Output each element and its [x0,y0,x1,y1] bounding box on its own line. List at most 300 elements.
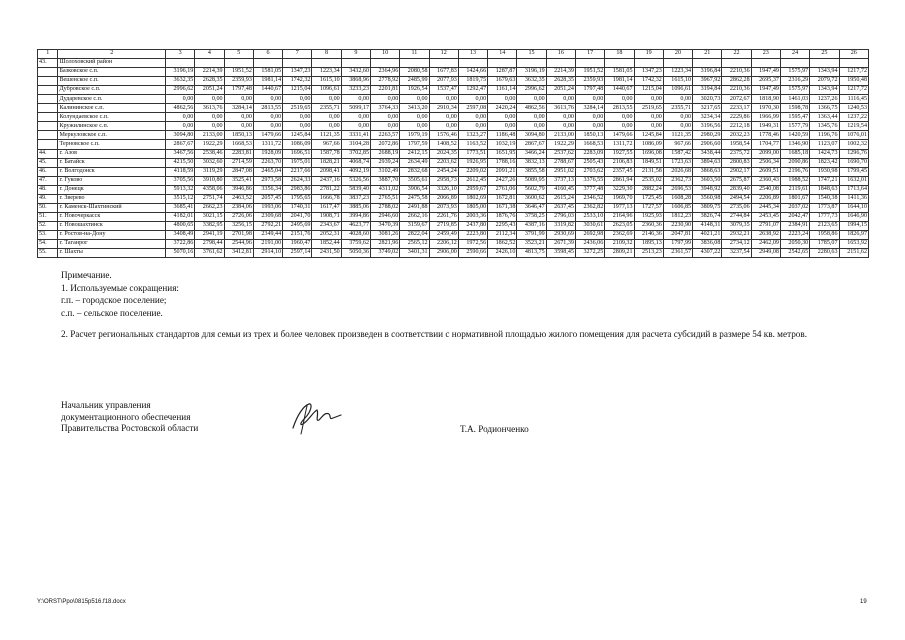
value-cell: 0,00 [283,95,312,104]
column-number: 11 [400,50,429,59]
value-cell: 3758,25 [517,212,546,221]
value-cell: 1950,48 [839,77,869,86]
value-cell: 3408,49 [166,230,195,239]
notes-section [61,269,871,319]
value-cell: 2506,34 [751,158,780,167]
value-cell: 3284,14 [224,104,253,113]
value-cell: 1186,48 [488,131,517,140]
value-cell: 1219,54 [839,122,869,131]
value-cell: 3613,76 [195,104,224,113]
value-cell: 1795,65 [283,194,312,203]
value-cell: 1725,45 [634,194,663,203]
value-cell: 1852,44 [312,239,341,248]
value-cell: 2309,68 [253,212,282,221]
value-cell: 2813,55 [253,104,282,113]
value-cell: 3722,86 [166,239,195,248]
value-cell: 1958,86 [810,230,839,239]
value-cell: 2590,66 [458,249,487,258]
value-cell: 0,00 [605,122,634,131]
value-cell: 2535,02 [634,176,663,185]
value-cell: 2359,93 [575,77,604,86]
table-row [38,185,869,194]
value-cell: 1947,49 [751,68,780,77]
value-cell: 2091,21 [488,167,517,176]
column-number: 10 [371,50,400,59]
value-cell: 1848,63 [810,185,839,194]
row-index: 49. [38,194,58,203]
value-cell: 4160,45 [546,185,575,194]
value-cell: 4311,02 [371,185,400,194]
value-cell: 0,00 [312,122,341,131]
value-cell: 1849,51 [634,158,663,167]
value-cell: 4813,75 [517,249,546,258]
value-cell: 3705,56 [166,176,195,185]
value-cell: 4215,50 [166,158,195,167]
value-cell: 2024,35 [429,149,458,158]
value-cell: 1740,31 [283,203,312,212]
value-cell: 2996,62 [517,86,546,95]
value-cell: 0,00 [546,122,575,131]
value-cell: 2983,86 [283,185,312,194]
value-cell: 2751,74 [195,194,224,203]
value-cell: 2359,93 [224,77,253,86]
value-cell: 2491,88 [400,203,429,212]
value-cell: 3887,70 [371,176,400,185]
handwritten-signature [285,398,345,438]
value-cell: 1778,46 [751,131,780,140]
value-cell: 1411,36 [839,194,869,203]
value-cell: 3256,15 [224,221,253,230]
value-cell: 2781,22 [312,185,341,194]
value-cell: 5326,56 [341,176,370,185]
value-cell: 3948,92 [693,185,722,194]
column-number: 16 [546,50,575,59]
value-cell: 2375,72 [722,149,751,158]
value-cell: 3761,62 [195,249,224,258]
value-cell [341,59,370,68]
value-cell: 1461,03 [780,95,809,104]
value-cell: 2459,49 [429,230,458,239]
value-cell: 3632,35 [517,77,546,86]
row-index: 55. [38,249,58,258]
value-cell: 1575,97 [780,86,809,95]
value-cell: 1577,79 [780,122,809,131]
value-cell: 3196,19 [166,68,195,77]
column-number: 12 [429,50,458,59]
value-cell: 3284,14 [575,104,604,113]
value-cell: 1981,14 [605,77,634,86]
value-cell: 5050,36 [341,249,370,258]
value-cell: 5913,32 [166,185,195,194]
value-cell: 2057,45 [253,194,282,203]
value-cell: 2360,36 [634,221,663,230]
value-cell: 0,00 [166,113,195,122]
value-cell: 2832,68 [400,167,429,176]
table-row [38,203,869,212]
value-cell: 2223,24 [780,230,809,239]
value-cell: 2519,65 [283,104,312,113]
value-cell: 2052,31 [312,230,341,239]
value-cell: 2453,45 [751,212,780,221]
value-cell: 1237,22 [839,113,869,122]
value-cell: 3560,98 [693,194,722,203]
value-cell: 2357,45 [605,167,634,176]
value-cell: 1311,72 [253,140,282,149]
value-cell [780,59,809,68]
value-cell: 2233,17 [722,104,751,113]
table-row [38,149,869,158]
row-index [38,113,58,122]
value-cell: 2939,24 [371,158,400,167]
value-cell: 2628,35 [195,77,224,86]
value-cell: 2079,72 [810,77,839,86]
value-cell: 1993,06 [253,203,282,212]
value-cell: 2906,00 [429,249,458,258]
value-cell: 2778,92 [371,77,400,86]
value-cell: 2355,71 [663,104,692,113]
value-cell: 1595,47 [780,113,809,122]
value-cell: 3331,41 [341,131,370,140]
row-name: Шолоховский район [58,59,166,68]
value-cell: 1666,78 [312,194,341,203]
value-cell: 1245,84 [283,131,312,140]
table-row [38,59,869,68]
value-cell: 2796,03 [546,212,575,221]
column-number: 2 [58,50,166,59]
value-cell: 1922,29 [546,140,575,149]
value-cell: 1926,54 [400,86,429,95]
value-cell: 1587,78 [312,149,341,158]
value-cell: 0,00 [517,122,546,131]
value-cell: 2223,80 [458,230,487,239]
value-cell: 0,00 [283,113,312,122]
row-index: 43. [38,59,58,68]
value-cell: 2798,44 [195,239,224,248]
value-cell: 1704,77 [751,140,780,149]
value-cell: 2847,08 [224,167,253,176]
value-cell: 1440,67 [253,86,282,95]
value-cell: 2364,96 [371,68,400,77]
value-cell: 0,00 [371,113,400,122]
value-cell: 2436,06 [575,239,604,248]
row-index [38,86,58,95]
value-cell: 1587,42 [663,149,692,158]
standards-table [37,49,869,258]
value-cell: 2361,57 [663,249,692,258]
value-cell: 2384,06 [224,203,253,212]
value-cell: 2735,06 [722,203,751,212]
value-cell: 2454,24 [429,167,458,176]
column-number: 1 [38,50,58,59]
value-cell: 2867,67 [517,140,546,149]
value-cell: 2042,47 [780,212,809,221]
column-number: 13 [458,50,487,59]
value-cell: 2099,00 [751,149,780,158]
value-cell: 0,00 [341,95,370,104]
value-cell: 1788,16 [488,158,517,167]
table-row [38,122,869,131]
value-cell: 1420,59 [780,131,809,140]
value-cell: 2151,62 [839,249,869,258]
column-number: 6 [253,50,282,59]
value-cell: 3826,74 [693,212,722,221]
value-cell: 1723,63 [663,158,692,167]
value-cell: 0,00 [663,95,692,104]
value-cell: 1696,51 [283,149,312,158]
value-cell: 1347,23 [634,68,663,77]
row-name: Базковское с.п. [58,68,166,77]
value-cell: 2695,37 [751,77,780,86]
value-cell: 3094,80 [166,131,195,140]
row-index [38,131,58,140]
value-cell: 2809,21 [605,249,634,258]
value-cell: 2283,81 [224,149,253,158]
value-cell: 0,00 [253,113,282,122]
page-number: 19 [860,599,867,605]
value-cell: 1668,53 [575,140,604,149]
value-cell: 1690,70 [839,158,869,167]
value-cell: 2906,60 [693,140,722,149]
value-cell: 1646,90 [839,212,869,221]
value-cell: 1908,71 [312,212,341,221]
value-cell: 3777,48 [575,185,604,194]
value-cell: 1440,67 [605,86,634,95]
value-cell [400,59,429,68]
value-cell: 2437,80 [458,221,487,230]
value-cell: 1826,97 [839,230,869,239]
value-cell: 1323,27 [458,131,487,140]
value-cell: 0,00 [546,113,575,122]
column-number: 18 [605,50,634,59]
value-cell: 3159,67 [400,221,429,230]
value-cell: 2494,54 [722,194,751,203]
value-cell: 2980,29 [693,131,722,140]
value-cell: 1928,09 [253,149,282,158]
column-number: 4 [195,50,224,59]
value-cell: 3837,23 [341,194,370,203]
value-cell: 1677,83 [429,68,458,77]
value-cell: 1116,45 [839,95,869,104]
value-cell: 0,00 [429,113,458,122]
value-cell: 2932,21 [722,230,751,239]
value-cell: 2800,83 [722,158,751,167]
table-row [38,194,869,203]
value-cell [429,59,458,68]
signer-title-line2: документационного обеспечения [61,411,191,422]
value-cell: 2537,62 [546,149,575,158]
value-cell: 967,66 [312,140,341,149]
value-cell: 1949,31 [751,122,780,131]
value-cell: 1343,94 [810,68,839,77]
value-cell: 2463,52 [224,194,253,203]
value-cell: 2080,58 [400,68,429,77]
column-number: 26 [839,50,869,59]
value-cell: 2839,40 [722,185,751,194]
value-cell: 2719,85 [429,221,458,230]
value-cell: 2726,06 [224,212,253,221]
value-cell: 3432,60 [341,68,370,77]
value-cell: 2261,76 [429,212,458,221]
value-cell: 0,00 [458,122,487,131]
row-name: г. Новочеркасск [58,212,166,221]
value-cell: 2051,24 [195,86,224,95]
value-cell: 2209,02 [458,167,487,176]
row-index: 53. [38,230,58,239]
row-index [38,140,58,149]
value-cell: 2217,66 [283,167,312,176]
value-cell: 1671,38 [488,203,517,212]
value-cell: 2597,08 [458,104,487,113]
value-cell: 2133,00 [546,131,575,140]
value-cell: 2146,36 [634,230,663,239]
value-cell: 1876,76 [488,212,517,221]
value-cell: 1926,95 [458,158,487,167]
value-cell [575,59,604,68]
value-cell: 3021,15 [195,212,224,221]
value-cell: 2047,81 [663,230,692,239]
value-cell: 2628,35 [546,77,575,86]
value-cell: 2316,29 [780,77,809,86]
value-cell: 1237,26 [810,95,839,104]
row-name: Калининское с.п. [58,104,166,113]
value-cell: 2813,55 [605,104,634,113]
value-cell: 2696,53 [663,185,692,194]
value-cell [693,59,722,68]
value-cell: 4800,65 [166,221,195,230]
value-cell: 0,00 [341,122,370,131]
value-cell: 2822,04 [400,230,429,239]
value-cell: 1223,34 [663,68,692,77]
value-cell: 2951,02 [546,167,575,176]
value-cell: 1537,47 [429,86,458,95]
value-cell: 2041,70 [283,212,312,221]
value-cell: 3079,35 [722,221,751,230]
row-index: 46. [38,167,58,176]
value-cell: 1773,87 [810,203,839,212]
row-name: г. Таганрог [58,239,166,248]
value-cell: 2210,36 [722,86,751,95]
value-cell: 1581,05 [253,68,282,77]
value-cell: 3413,20 [400,104,429,113]
value-cell: 2210,36 [722,68,751,77]
value-cell: 2597,14 [283,249,312,258]
value-cell: 2688,19 [371,149,400,158]
value-cell: 3832,13 [517,158,546,167]
value-cell: 2349,44 [253,230,282,239]
value-cell: 2106,83 [605,158,634,167]
value-cell: 4862,56 [166,104,195,113]
value-cell: 0,00 [517,113,546,122]
value-cell: 1615,10 [663,77,692,86]
value-cell: 2427,26 [488,176,517,185]
row-name: г. Волгодонск [58,167,166,176]
value-cell: 3525,41 [224,176,253,185]
value-cell: 1651,95 [488,149,517,158]
value-cell: 1930,98 [810,167,839,176]
column-number: 7 [283,50,312,59]
value-cell: 2609,51 [751,167,780,176]
row-name: г. Гуково [58,176,166,185]
value-cell: 1598,78 [780,104,809,113]
value-cell: 2540,08 [751,185,780,194]
value-cell: 2280,63 [810,249,839,258]
value-cell: 3234,34 [693,113,722,122]
value-cell: 2914,10 [253,249,282,258]
value-cell: 1615,10 [312,77,341,86]
value-cell: 1696,08 [634,149,663,158]
row-index: 47. [38,176,58,185]
value-cell: 2485,99 [400,77,429,86]
value-cell: 2362,82 [575,203,604,212]
value-cell [224,59,253,68]
value-cell: 2343,67 [312,221,341,230]
value-cell: 3272,25 [575,249,604,258]
value-cell: 3196,84 [693,68,722,77]
value-cell: 1797,99 [663,239,692,248]
value-cell: 2437,16 [312,176,341,185]
table-row [38,221,869,230]
row-name: г. Каменск-Шахтинский [58,203,166,212]
value-cell: 2714,59 [224,158,253,167]
value-cell: 1818,90 [751,95,780,104]
value-cell: 2077,93 [429,77,458,86]
value-cell: 3094,80 [517,131,546,140]
value-cell: 1785,07 [810,239,839,248]
table-row [38,158,869,167]
value-cell: 2958,73 [429,176,458,185]
row-index [38,95,58,104]
value-cell: 2003,36 [458,212,487,221]
value-cell: 1345,76 [810,122,839,131]
value-cell: 2026,68 [663,167,692,176]
value-cell: 0,00 [400,122,429,131]
signer-title-line3: Правительства Ростовской области [61,423,199,434]
value-cell: 2703,62 [575,167,604,176]
value-cell: 1988,52 [780,176,809,185]
column-number: 21 [693,50,722,59]
notes-sp: с.п. – сельское поселение. [61,307,163,318]
value-cell: 2538,46 [195,149,224,158]
value-cell: 3326,10 [429,185,458,194]
value-cell: 2996,62 [166,86,195,95]
value-cell: 2623,05 [605,221,634,230]
value-cell: 1644,10 [839,203,869,212]
value-cell [166,59,195,68]
table-row [38,176,869,185]
value-cell: 4358,06 [195,185,224,194]
value-cell: 4623,77 [341,221,370,230]
value-cell: 2615,24 [546,194,575,203]
value-cell: 4028,60 [341,230,370,239]
value-cell: 2959,67 [458,185,487,194]
value-cell: 2214,39 [546,68,575,77]
value-cell: 0,00 [224,95,253,104]
value-cell [517,59,546,68]
table-row [38,230,869,239]
value-cell: 1679,63 [488,77,517,86]
row-index: 44. [38,149,58,158]
value-cell [283,59,312,68]
value-cell: 3809,75 [693,203,722,212]
value-cell: 2765,51 [371,194,400,203]
value-cell: 2360,43 [751,176,780,185]
row-name: Дударевское с.п. [58,95,166,104]
value-cell: 2902,17 [722,167,751,176]
value-cell [810,59,839,68]
value-cell: 3685,41 [166,203,195,212]
value-cell: 2505,43 [575,158,604,167]
value-cell: 1606,85 [663,203,692,212]
